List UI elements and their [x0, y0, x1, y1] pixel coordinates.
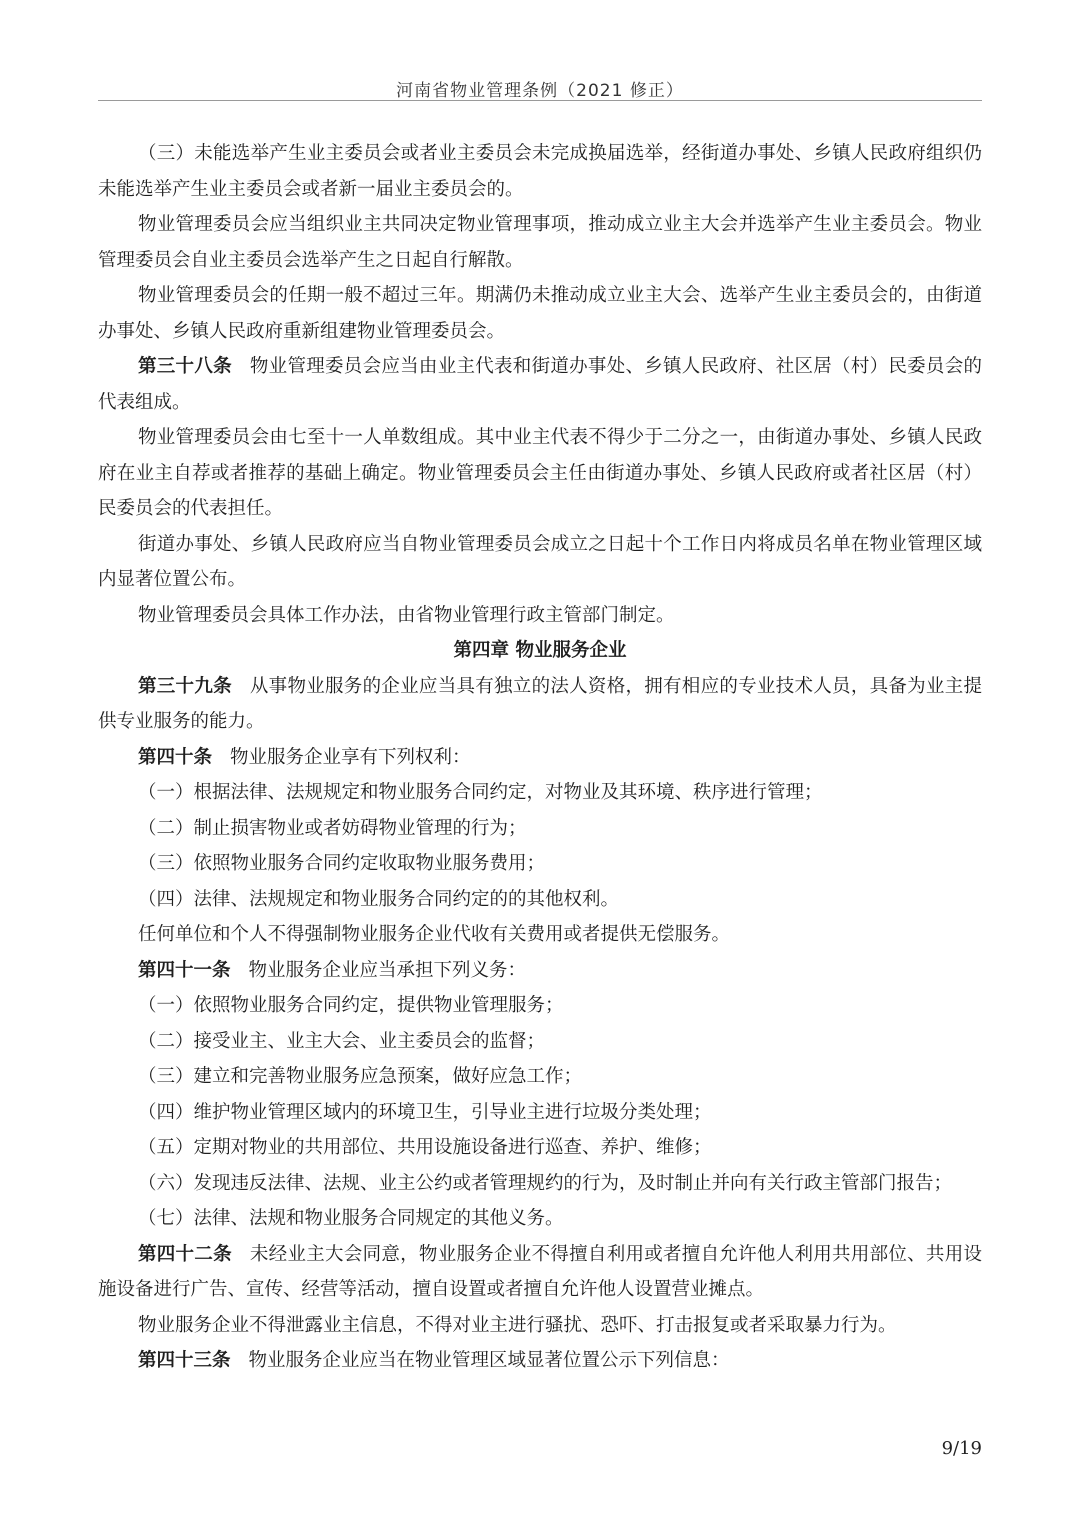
paragraph [98, 420, 982, 527]
article-paragraph [98, 349, 982, 420]
paragraph-text: （六）发现违反法律、法规、业主公约或者管理规约的行为，及时制止并向有关行政主管部门报告； [138, 1172, 953, 1194]
paragraph-text: 物业管理委员会具体工作办法，由省物业管理行政主管部门制定。 [138, 604, 675, 626]
paragraph [98, 136, 982, 207]
paragraph-text: （二）制止损害物业或者妨碍物业管理的行为； [138, 817, 527, 839]
paragraph-text: （五）定期对物业的共用部位、共用设施设备进行巡查、养护、维修； [138, 1137, 712, 1158]
paragraph-text: 物业管理委员会应当组织业主共同决定物业管理事项，推动成立业主大会并选举产生业主委员会。物业管理委员会自业主委员会选举产生之日起自行解散。 [98, 214, 982, 271]
article-number: 第三十九条 [138, 675, 232, 697]
paragraph-text: （一）依照物业服务合同约定，提供物业管理服务； [138, 995, 564, 1016]
paragraph [98, 527, 982, 598]
paragraph-text: 街道办事处、乡镇人民政府应当自物业管理委员会成立之日起十个工作日内将成员名单在物业管理区域内显著位置公布。 [98, 533, 982, 590]
paragraph [98, 882, 982, 918]
paragraph-text: （三）依照物业服务合同约定收取物业服务费用； [138, 853, 546, 874]
paragraph-text: （三）建立和完善物业服务应急预案，做好应急工作； [138, 1066, 583, 1087]
chapter-heading: 第四章 物业服务企业 [453, 640, 627, 661]
paragraph [98, 1308, 982, 1344]
paragraph-text: 物业管理委员会的任期一般不超过三年。期满仍未推动成立业主大会、选举产生业主委员会的，由街道办事处、乡镇人民政府重新组建物业管理委员会。 [98, 285, 982, 342]
header-rule [98, 100, 982, 101]
paragraph [98, 917, 982, 953]
paragraph-text: （七）法律、法规和物业服务合同规定的其他义务。 [138, 1208, 564, 1229]
paragraph [98, 775, 982, 811]
paragraph [98, 1130, 982, 1166]
paragraph-text: 物业服务企业不得泄露业主信息，不得对业主进行骚扰、恐吓、打击报复或者采取暴力行为。 [138, 1314, 897, 1336]
paragraph-text: 任何单位和个人不得强制物业服务企业代收有关费用或者提供无偿服务。 [138, 924, 731, 945]
paragraph-text: 物业服务企业享有下列权利： [230, 746, 471, 768]
paragraph [98, 846, 982, 882]
article-number: 第四十二条 [138, 1243, 232, 1265]
paragraph-text: 物业管理委员会应当由业主代表和街道办事处、乡镇人民政府、社区居（村）民委员会的代表组成。 [98, 356, 982, 413]
paragraph-text: 从事物业服务的企业应当具有独立的法人资格，拥有相应的专业技术人员，具备为业主提供专业服务的能力。 [98, 675, 982, 732]
article-paragraph [98, 740, 982, 776]
running-header: 河南省物业管理条例（2021 修正） [396, 81, 684, 101]
paragraph-text: （三）未能选举产生业主委员会或者业主委员会未完成换届选举，经街道办事处、乡镇人民政府组织仍未能选举产生业主委员会或者新一届业主委员会的。 [98, 143, 982, 200]
article-number: 第四十三条 [138, 1350, 231, 1371]
paragraph-text: 物业管理委员会由七至十一人单数组成。其中业主代表不得少于二分之一，由街道办事处、乡镇人民政府在业主自荐或者推荐的基础上确定。物业管理委员会主任由街道办事处、乡镇人民政府或者社区居（村）民委员会的代表担任。 [98, 427, 982, 519]
article-number: 第四十条 [138, 746, 213, 768]
paragraph [98, 1059, 982, 1095]
paragraph-text: 未经业主大会同意，物业服务企业不得擅自利用或者擅自允许他人利用共用部位、共用设施设备进行广告、宣传、经营等活动，擅自设置或者擅自允许他人设置营业摊点。 [98, 1243, 982, 1300]
paragraph [98, 811, 982, 847]
document-body [98, 136, 982, 1379]
paragraph-text: （四）法律、法规规定和物业服务合同约定的的其他权利。 [138, 888, 620, 910]
paragraph [98, 988, 982, 1024]
paragraph [98, 1166, 982, 1202]
paragraph-text: （一）根据法律、法规规定和物业服务合同约定，对物业及其环境、秩序进行管理； [138, 782, 823, 803]
paragraph [98, 1201, 982, 1237]
paragraph-text: 物业服务企业应当承担下列义务： [248, 959, 527, 981]
paragraph [98, 1095, 982, 1131]
paragraph [98, 207, 982, 278]
article-paragraph [98, 1343, 982, 1379]
paragraph [98, 278, 982, 349]
paragraph-text: （四）维护物业管理区域内的环境卫生，引导业主进行垃圾分类处理； [138, 1101, 712, 1123]
page-number: 9/19 [941, 1438, 982, 1459]
article-paragraph [98, 1237, 982, 1308]
article-paragraph [98, 953, 982, 989]
paragraph [98, 598, 982, 634]
article-number: 第四十一条 [138, 959, 231, 981]
article-paragraph [98, 669, 982, 740]
paragraph [98, 1024, 982, 1060]
paragraph-text: （二）接受业主、业主大会、业主委员会的监督； [138, 1030, 546, 1052]
paragraph-text: 物业服务企业应当在物业管理区域显著位置公示下列信息： [248, 1350, 730, 1371]
article-number: 第三十八条 [138, 356, 232, 377]
